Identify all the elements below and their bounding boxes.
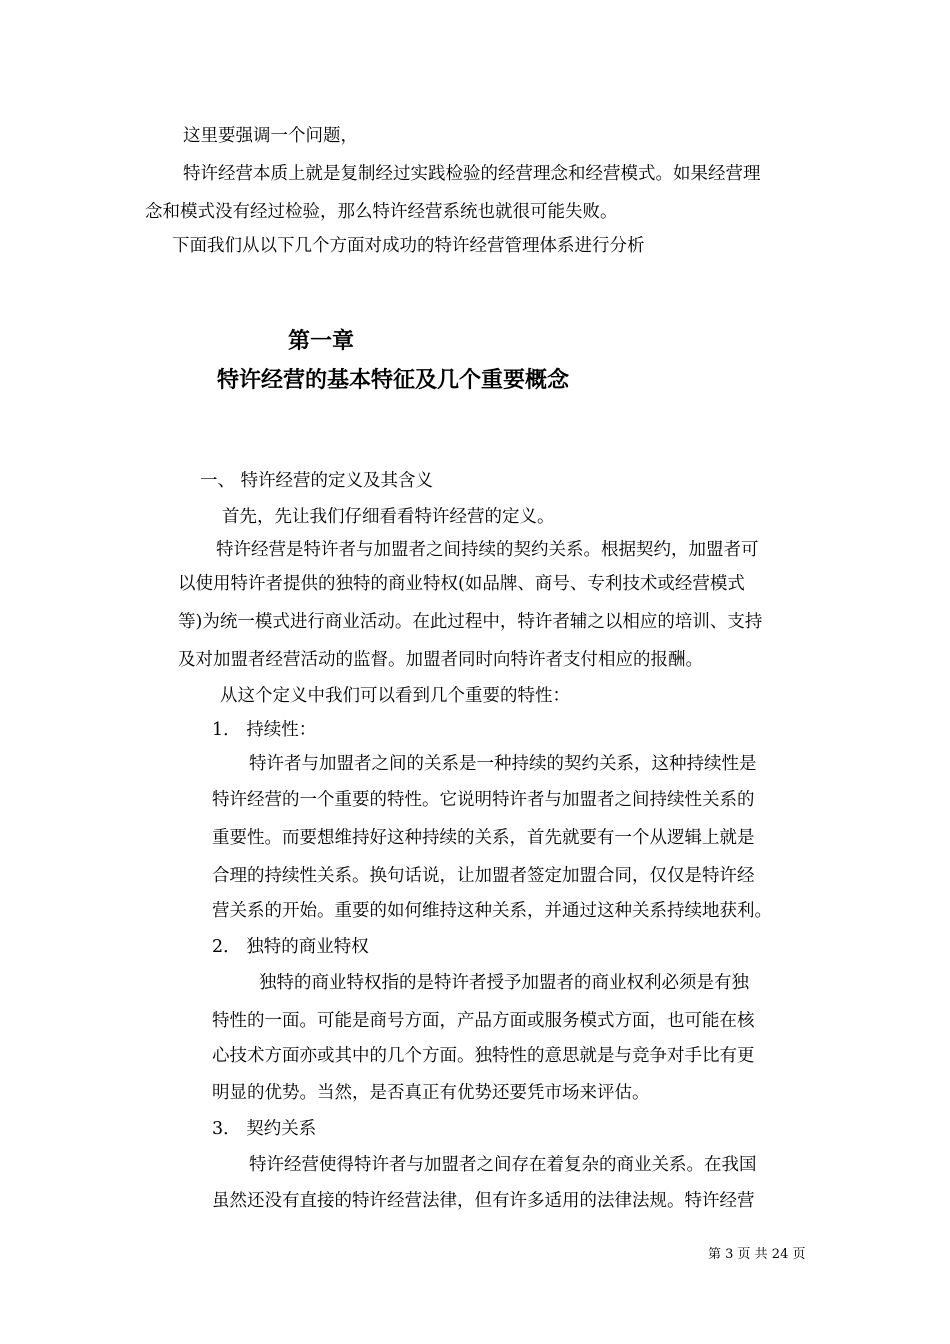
intro-line-4: 下面我们从以下几个方面对成功的特许经营管理体系进行分析 — [172, 236, 645, 256]
intro-line-2: 特许经营本质上就是复制经过实践检验的经营理念和经营模式。如果经营理 — [183, 164, 761, 184]
definition-line-1: 特许经营是特许者与加盟者之间持续的契约关系。根据契约，加盟者可 — [216, 540, 759, 560]
item-2-heading: 2． 独特的商业特权 — [212, 937, 369, 957]
section-intro: 首先，先让我们仔细看看特许经营的定义。 — [222, 507, 555, 527]
definition-line-4: 及对加盟者经营活动的监督。加盟者同时向特许者支付相应的报酬。 — [178, 650, 703, 670]
item-1-line-4: 合理的持续性关系。换句话说，让加盟者签定加盟合同，仅仅是特许经 — [212, 866, 755, 886]
intro-line-1: 这里要强调一个问题， — [183, 126, 358, 146]
item-2-line-2: 特性的一面。可能是商号方面，产品方面或服务模式方面，也可能在核 — [212, 1011, 755, 1031]
item-1-line-2: 特许经营的一个重要的特性。它说明特许者与加盟者之间持续性关系的 — [212, 790, 755, 810]
definition-line-3: 等)为统一模式进行商业活动。在此过程中，特许者辅之以相应的培训、支持 — [178, 612, 763, 632]
item-2-line-3: 心技术方面亦或其中的几个方面。独特性的意思就是与竞争对手比有更 — [212, 1046, 755, 1066]
definition-line-2: 以使用特许者提供的独特的商业特权(如品牌、商号、专利技术或经营模式 — [178, 574, 745, 594]
item-3-line-2: 虽然还没有直接的特许经营法律，但有许多适用的法律法规。特许经营 — [212, 1191, 755, 1211]
page-number: 第 3 页 共 24 页 — [708, 1247, 806, 1262]
item-3-line-1: 特许经营使得特许者与加盟者之间存在着复杂的商业关系。在我国 — [249, 1155, 757, 1175]
chapter-number: 第一章 — [288, 328, 355, 354]
item-1-line-5: 营关系的开始。重要的如何维持这种关系，并通过这种关系持续地获利。 — [212, 901, 772, 921]
item-2-line-4: 明显的优势。当然，是否真正有优势还要凭市场来评估。 — [212, 1083, 650, 1103]
intro-line-3: 念和模式没有经过检验，那么特许经营系统也就很可能失败。 — [145, 202, 618, 222]
item-1-heading: 1． 持续性： — [212, 720, 317, 740]
section-heading: 一、 特许经营的定义及其含义 — [200, 471, 434, 491]
item-2-line-1: 独特的商业特权指的是特许者授予加盟者的商业权利必须是有独 — [259, 973, 749, 993]
item-3-heading: 3． 契约关系 — [212, 1119, 317, 1139]
item-1-line-1: 特许者与加盟者之间的关系是一种持续的契约关系，这种持续性是 — [249, 754, 757, 774]
item-1-line-3: 重要性。而要想维持好这种持续的关系，首先就要有一个从逻辑上就是 — [212, 828, 755, 848]
chapter-title: 特许经营的基本特征及几个重要概念 — [217, 367, 570, 393]
properties-intro: 从这个定义中我们可以看到几个重要的特性： — [220, 686, 570, 706]
